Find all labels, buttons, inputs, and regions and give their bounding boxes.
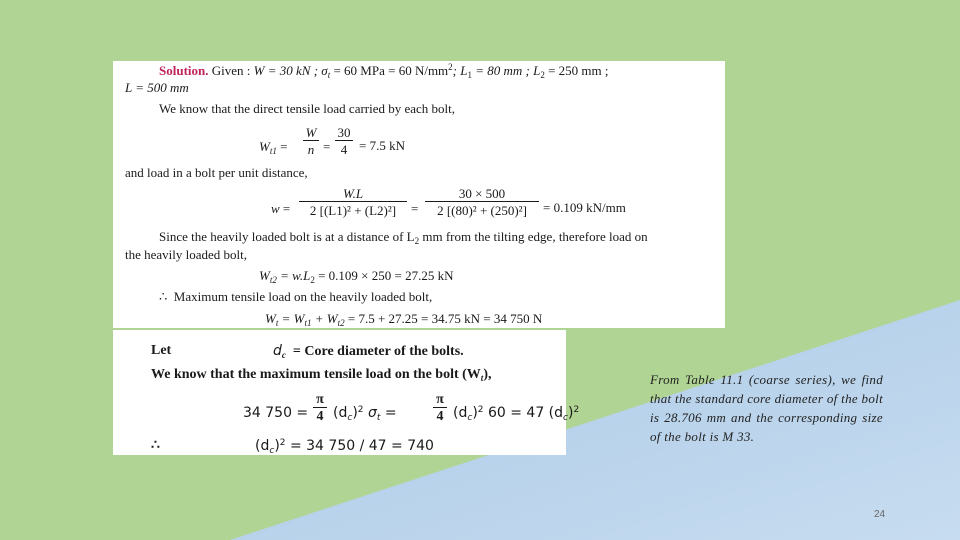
eq1-fraction-30-over-4: $\frac{30}{4}$ [335,126,353,157]
text-max-load: ∴ Maximum tensile load on the heavily loaded bolt, [159,289,433,304]
given-L: L = 500 mm [125,80,189,95]
note-table-reference: From Table 11.1 (coarse series), we find that the standard core diameter of the bolt is 28.706 mm and the corresponding size of the bolt is M 33. [650,372,883,444]
eq4: $W_t = W_{t1} + W_{t2} = 7.5 + 27.25 = 34.75$ kN = 34 750 N [265,311,543,328]
eq5-pi-over-4-a: $\frac{\pi}{4}$ [313,392,327,424]
text-direct-load: We know that the direct tensile load carried by each bolt, [159,101,456,116]
text-max-tensile: We know that the maximum tensile load on the bolt $(W_t)$, [151,367,492,383]
text-heavy-bolt: Since the heavily loaded bolt is at a distance of $L_2$ mm from the tilting edge, therefore load on [159,229,648,246]
eq5-tail: $(d_c)^2$ 60 = 47 $(d_c)^2$ [453,405,580,423]
given-line: Solution. Given : W = 30 kN ; $\sigma_t = 60$ MPa = 60 $N/mm^2$; $L_1 = 80$ mm ; $L_2 = 250$ mm ; [159,62,609,80]
eq5-pi-over-4-b: $\frac{\pi}{4}$ [433,392,447,424]
solution-panel-top: Solution. Given : W = 30 kN ; $\sigma_t = 60$ MPa = 60 $N/mm^2$; $L_1 = 80$ mm ; $L_2 = 250$ mm ; L = 500 mm We know that the direct tensile load carried by each bolt, $W_{t1}$ = $\frac{W}{n}$ = $\frac{30}{4}$ = 7.5 kN and load in a bolt per unit distance, w = $\frac{W.L}{\text{2 [(L1)² + (L2)²]}}$ = $\frac{30 \times 500}{\text{2 [(80)² + (250)²]}}$ = 0.109 kN/mm Since the heavily loaded bolt is at a distance of $L_2$ mm from the tilting edge, therefore load on the heavily loaded bolt, $W_{t2} = w.L_2 = 0.109 \times 250 = 27.25$ kN ∴ Maximum tensile load on the heavily loaded bolt, $W_t = W_{t1} + W_{t2} = 7.5 + 27.25 = 34.75$ kN = 34 750 N [113,61,725,328]
eq2-fraction-symbolic: $\frac{W.L}{\text{2 [(L1)² + (L2)²]}}$ [299,187,407,218]
solution-panel-bottom [113,330,580,456]
eq6: $(d_c)^2 = 34$ 750 / 47 = 740 [255,438,434,456]
text-unit-distance: and load in a bolt per unit distance, [125,165,308,180]
text-heavy-bolt-2: the heavily loaded bolt, [125,247,248,262]
eq1-fraction-w-over-n: $\frac{W}{n}$ [303,126,319,157]
solution-label: Solution. [159,63,209,78]
eq5-lhs: 34 750 = [243,405,309,421]
dc-definition: $d_c$ = Core diameter of the bolts. [273,343,464,360]
therefore-symbol: ∴ [151,438,160,453]
eq2-lhs: w = [271,201,291,216]
eq1-lhs: $W_{t1}$ = [259,139,288,156]
eq2-result: = 0.109 kN/mm [543,200,626,215]
text-let: Let [151,343,172,358]
eq1-result: = 7.5 kN [359,138,405,153]
eq5-part1: $(d_c)^2$ $\sigma_t$ = [333,405,397,423]
eq2-fraction-numeric: $\frac{30 \times 500}{\text{2 [(80)² + (250)²]}}$ [425,187,539,218]
page-number: 24 [874,509,886,520]
eq3: $W_{t2} = w.L_2 = 0.109 \times 250 = 27.25$ kN [259,268,454,285]
